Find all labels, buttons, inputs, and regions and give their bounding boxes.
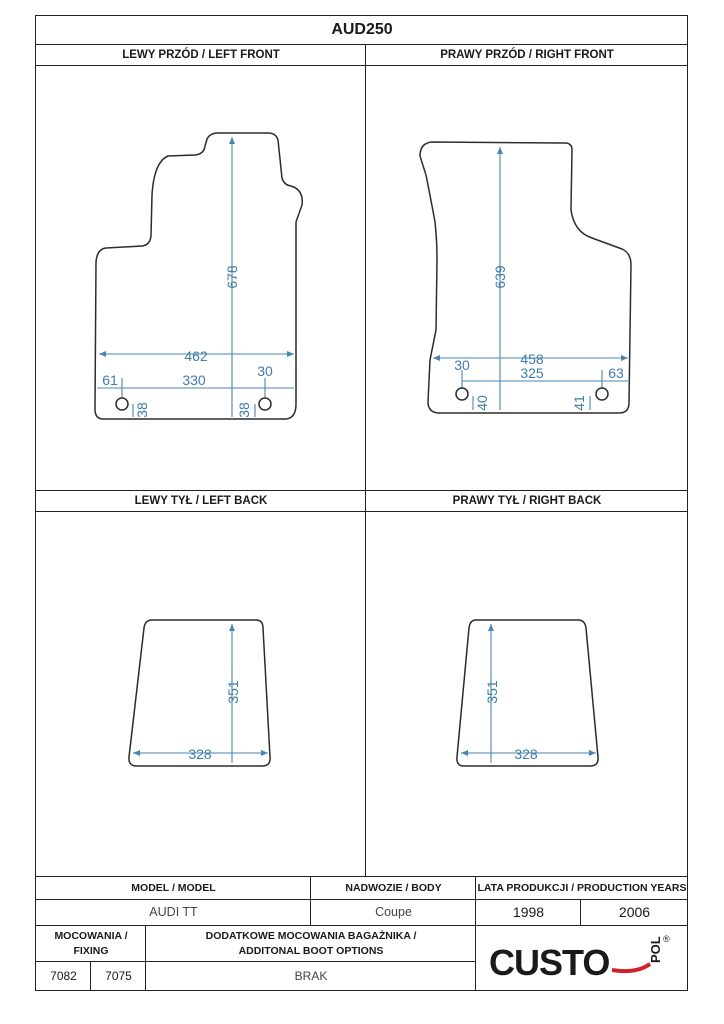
dim-hole-right-height: 38 — [236, 402, 252, 418]
fixing-label-line1: MOCOWANIA / — [54, 930, 128, 942]
boot-label-line2: ADDITONAL BOOT OPTIONS — [238, 945, 384, 957]
panel-label-right-front: PRAWY PRZÓD / RIGHT FRONT — [440, 49, 614, 61]
year-from: 1998 — [512, 904, 545, 920]
body-label: NADWOZIE / BODY — [345, 882, 442, 894]
logo-swoosh — [612, 964, 650, 971]
panel-label-left-front: LEWY PRZÓD / LEFT FRONT — [122, 49, 280, 61]
dim-width: 328 — [514, 746, 538, 762]
model-value: AUDI TT — [149, 905, 198, 919]
fixing-code-1: 7082 — [50, 969, 77, 983]
dim-hole-left-offset: 61 — [102, 372, 118, 388]
dim-width: 458 — [520, 351, 544, 367]
dim-length: 351 — [484, 680, 500, 704]
dim-hole-left-offset: 30 — [454, 357, 470, 373]
fixing-code-2: 7075 — [105, 969, 132, 983]
boot-label — [146, 929, 476, 959]
mat-right-front — [366, 66, 688, 490]
years-label: LATA PRODUKCJI / PRODUCTION YEARS — [477, 882, 687, 894]
logo-text-main: CUSTO — [489, 942, 610, 983]
dim-width: 328 — [188, 746, 212, 762]
dim-length: 678 — [224, 265, 240, 289]
mat-left-front — [36, 66, 366, 490]
panel-label-left-back: LEWY TYŁ / LEFT BACK — [134, 495, 268, 507]
dim-hole-span: 330 — [182, 372, 206, 388]
sheet-title: AUD250 — [331, 21, 393, 38]
panel-label-right-back: PRAWY TYŁ / RIGHT BACK — [452, 495, 602, 507]
mat-outline — [457, 620, 598, 766]
mat-right-back — [366, 512, 688, 876]
dim-hole-right-height: 41 — [571, 395, 587, 411]
logo-text-side: POL — [648, 936, 663, 963]
dim-hole-span: 325 — [520, 365, 544, 381]
fixing-label-line2: FIXING — [73, 945, 109, 957]
dim-hole-left-height: 40 — [474, 395, 490, 411]
mat-left-back — [36, 512, 366, 876]
dim-hole-right-offset: 63 — [608, 365, 624, 381]
boot-value: BRAK — [294, 969, 328, 983]
fixing-label — [36, 929, 146, 959]
mat-outline — [129, 620, 270, 766]
dim-length: 639 — [492, 265, 508, 289]
dim-width: 462 — [184, 348, 208, 364]
dim-length: 351 — [225, 680, 241, 704]
custopol-logo — [476, 926, 688, 991]
dim-hole-right-offset: 30 — [257, 363, 273, 379]
body-value: Coupe — [375, 905, 412, 919]
boot-label-line1: DODATKOWE MOCOWANIA BAGAŻNIKA / — [205, 930, 417, 942]
year-to: 2006 — [618, 904, 651, 920]
model-label: MODEL / MODEL — [131, 882, 216, 894]
logo-registered: ® — [663, 934, 670, 944]
dim-hole-left-height: 38 — [134, 402, 150, 418]
